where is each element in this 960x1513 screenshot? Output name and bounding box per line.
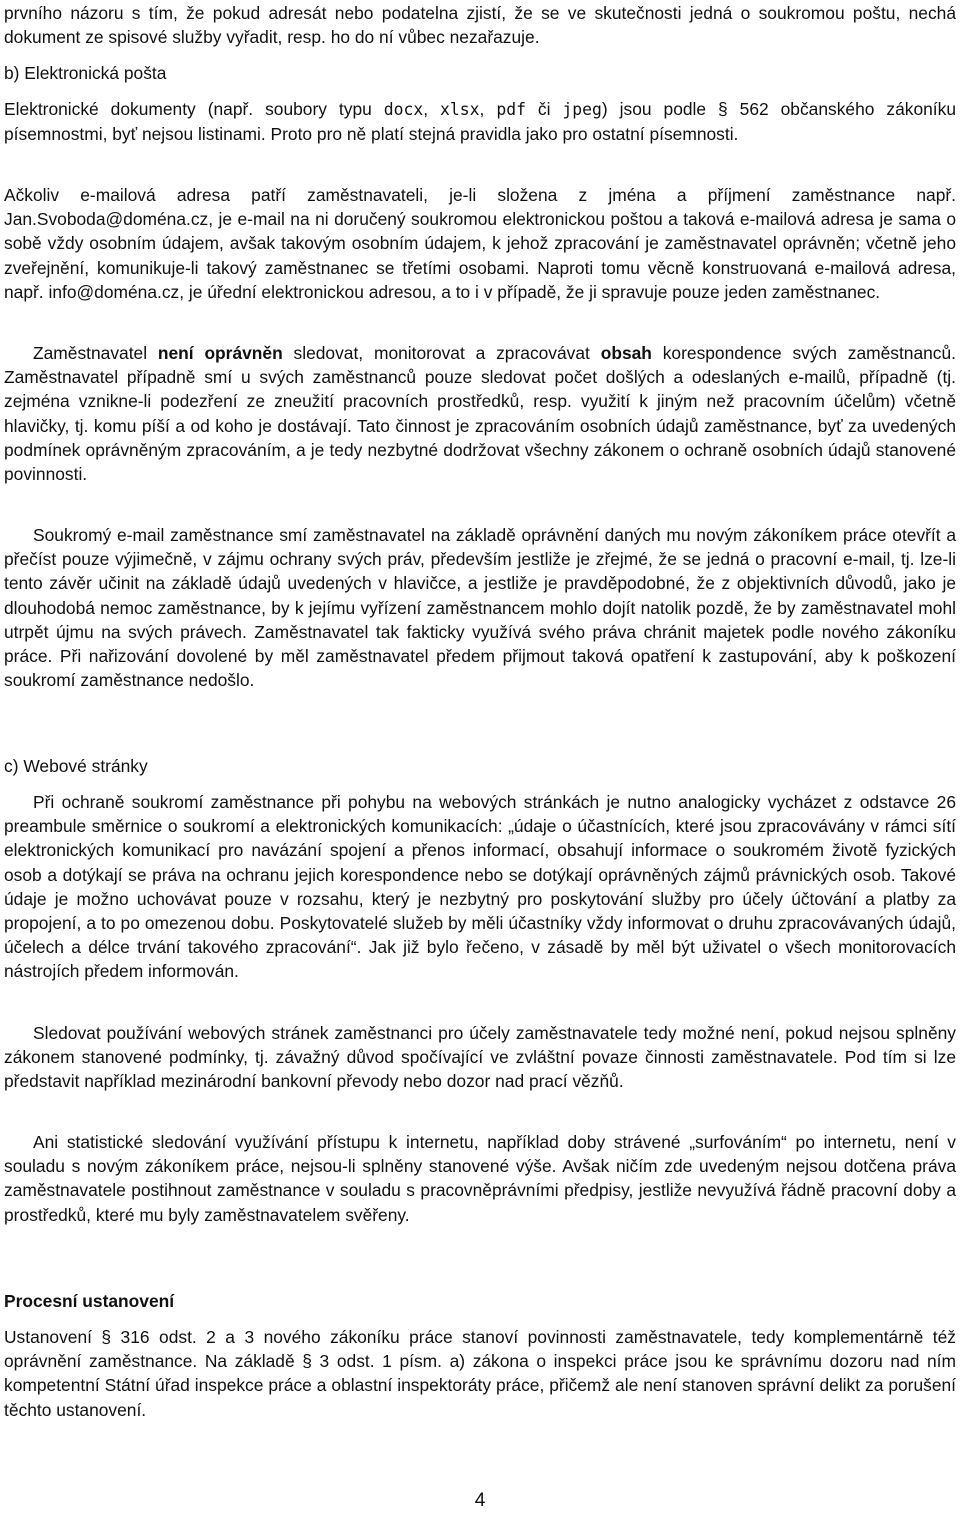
paragraph-monitoring [4,341,956,486]
paragraph-internet-statistics: Ani statistické sledování využívání přístupu k internetu, například doby strávené „surfováním“ po internetu, není v souladu s novým zákoníkem práce, nejsou-li splněny stanovené výše. Avšak ničím zde uvedeným nejsou dotčena práva zaměstnavatele postihnout zaměstnance v souladu s pracovněprávními předpisy, jestliže nevyužívá řádně pracovní doby a prostředků, které mu byly zaměstnavatelem svěřeny. [4,1132,956,1225]
paragraph-web-monitoring: Sledovat používání webových stránek zaměstnanci pro účely zaměstnavatele tedy možné není, pokud nejsou splněny zákonem stanovené podmínky, tj. závažný důvod spočívající ve zvláštní povaze činnosti zaměstnavatele. Pod tím si lze představit například mezinárodní bankovní převody nebo dozor nad prací vězňů. [4,1023,956,1092]
bold-content: obsah [600,343,652,363]
paragraph-private-email: Soukromý e-mail zaměstnance smí zaměstnavatel na základě oprávnění daných mu novým zákoníkem práce otevřít a přečíst pouze výjimečně, v zájmu ochrany svých práv, především jestliže je zřejmé, že se jedná o pracovní e-mail, tj. lze-li tento závěr učinit na základě údajů uvedených v hlavičce, a jestliže je pravděpodobné, že z objektivních důvodů, jako je dlouhodobá nemoc zaměstnance, by k jejímu vyřízení zaměstnancem mohlo dojít natolik pozdě, že by zaměstnavatel mohl utrpět újmu na svých právech. Zaměstnavatel tak fakticky využívá svého práva chránit majetek podle nového zákoníku práce. Při nařizování dovolené by měl zaměstnavatel předem přijmout taková opatření k zastupování, aby k poškození soukromí zaměstnance nedošlo. [4,525,956,691]
paragraph-email-address: Ačkoliv e-mailová adresa patří zaměstnavateli, je-li složena z jména a příjmení zaměstnance např. Jan.Svoboda@doména.cz, je e-mail na ni doručený soukromou elektronickou poštou a taková e-mailová adresa je sama o sobě vždy osobním údajem, avšak takovým osobním údajem, k jehož zpracování je zaměstnavatel oprávněn; včetně jeho zveřejnění, komunikuje-li takový zaměstnanec se třetími osobami. Naproti tomu věcně konstruovaná e-mailová adresa, např. info@doména.cz, je úřední elektronickou adresou, a to i v případě, že ji spravuje pouze jeden zaměstnanec. [4,185,956,302]
text-run: , [423,99,441,119]
text-run: ) jsou podle § 562 občanského zákoníku písemnostmi, byť nejsou listinami. Proto pro ně platí stejná pravidla jako pro ostatní písemnosti. [4,99,956,145]
heading-text: Procesní ustanovení [4,1291,175,1311]
section-heading-email: b) Elektronická pošta [4,63,167,83]
bold-not-authorized: není oprávněn [157,343,283,363]
paragraph-electronic-documents [4,97,956,146]
code-docx: docx [383,100,424,119]
text-run: Elektronické dokumenty (např. soubory typu [4,99,384,119]
section-heading-procedural [4,1289,956,1313]
paragraph-intro-continuation: prvního názoru s tím, že pokud adresát nebo podatelna zjistí, že se ve skutečnosti jedná o soukromou poštu, nechá dokument ze spisové služby vyřadit, resp. ho do ní vůbec nezařazuje. [4,3,956,48]
text-run: či [525,99,563,119]
code-pdf: pdf [496,100,526,119]
section-heading-web: c) Webové stránky [4,756,148,776]
text-run: korespondence svých zaměstnanců. Zaměstnavatel případně smí u svých zaměstnanců pouze sledovat počet došlých a odeslaných e-mailů, případně (tj. zejména vznikne-li podezření ze zneužití pracovních prostředků, resp. využití k jiným než pracovním účelům) včetně hlavičky, tj. komu píší a od koho je dostávají. Tato činnost je zpracováním osobních údajů zaměstnance, byť za uvedených podmínek oprávněným zpracováním, a je tedy nezbytné dodržovat všechny zákonem o ochraně osobních údajů stanovené povinnosti. [4,343,957,485]
code-jpeg: jpeg [562,100,602,119]
text-run: , [479,99,497,119]
paragraph-web-privacy: Při ochraně soukromí zaměstnance při pohybu na webových stránkách je nutno analogicky vycházet z odstavce 26 preambule směrnice o soukromí a elektronických komunikacích: „údaje o účastnících, které jsou zpracovávány v rámci sítí elektronických komunikací pro navázání spojení a přenos informací, obsahují informace o soukromém životě fyzických osob a dotýkají se práva na ochranu jejich korespondence nebo se dotýkají oprávněných zájmů právnických osob. Takové údaje je možno uchovávat pouze v rozsahu, který je nezbytný pro poskytování služby pro účely účtování a platby za propojení, a to po omezenou dobu. Poskytovatelé služeb by měli účastníky vždy informovat o druhu zpracovávaných údajů, účelech a délce trvání takového zpracování“. Jak již bylo řečeno, v zásadě by měl být uživatel o všech monitorovacích nástrojích předem informován. [4,792,956,982]
code-xlsx: xlsx [440,100,480,119]
paragraph-procedural: Ustanovení § 316 odst. 2 a 3 nového zákoníku práce stanoví povinnosti zaměstnavatele, tedy komplementárně též oprávnění zaměstnance. Na základě § 3 odst. 1 písm. a) zákona o inspekci práce jsou ke správnímu dozoru nad ním kompetentní Státní úřad inspekce práce a oblastní inspektoráty práce, přičemž ale není stanoven správní delikt za porušení těchto ustanovení. [4,1327,956,1420]
page-number: 4 [474,1490,486,1511]
text-run: Zaměstnavatel [33,343,158,363]
text-run: sledovat, monitorovat a zpracovávat [282,343,601,363]
